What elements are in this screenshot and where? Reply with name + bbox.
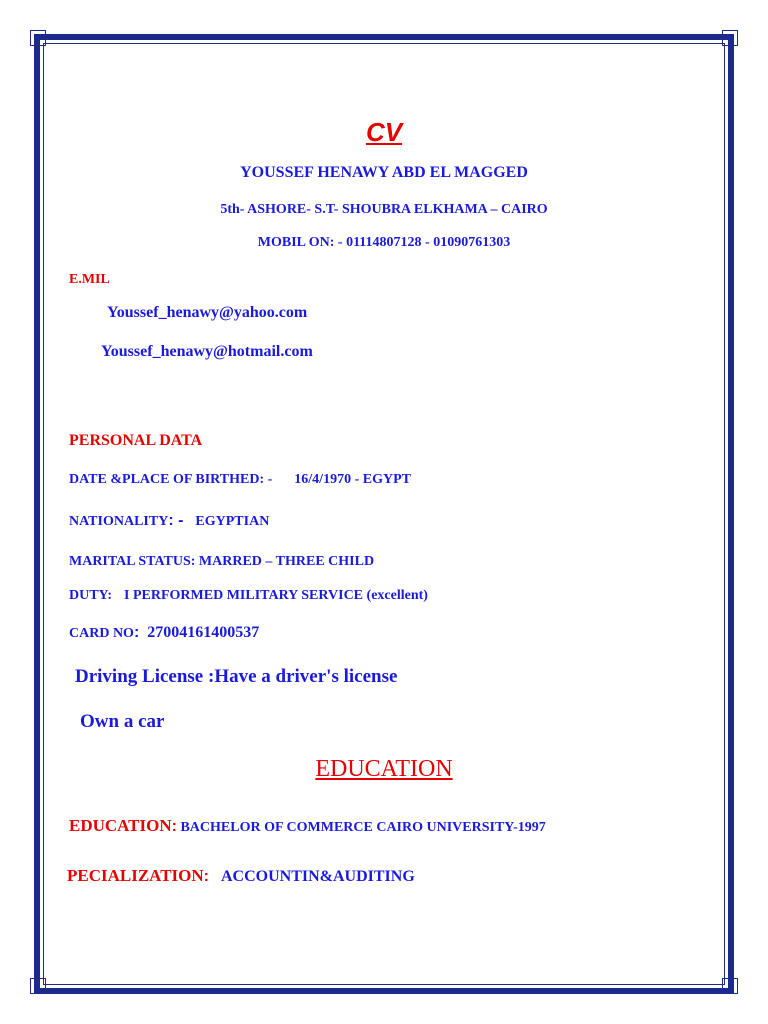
personal-data-heading: PERSONAL DATA: [69, 432, 203, 449]
specialization-separator: :: [203, 868, 209, 885]
candidate-name: YOUSSEF HENAWY ABD EL MAGGED: [240, 164, 528, 181]
card-row: [69, 624, 259, 642]
border-corner-ornament: [722, 30, 738, 46]
nationality-separator: : -: [168, 512, 184, 529]
driving-license: Driving License :Have a driver's license: [75, 666, 398, 687]
border-corner-ornament: [30, 30, 46, 46]
email-hotmail: Youssef_henawy@hotmail.com: [101, 343, 313, 360]
birth-value: 16/4/1970 - EGYPT: [294, 472, 411, 487]
own-car: Own a car: [80, 711, 165, 732]
email-label: E.MIL: [69, 272, 110, 287]
duty-note: (excellent): [366, 588, 428, 603]
education-heading: EDUCATION: [315, 756, 453, 782]
specialization-label: PECIALIZATION: [67, 866, 204, 885]
email-yahoo: Youssef_henawy@yahoo.com: [107, 304, 308, 321]
border-corner-ornament: [30, 978, 46, 994]
nationality-row: [69, 512, 269, 530]
address: 5th- ASHORE- S.T- SHOUBRA ELKHAMA – CAIRO: [220, 202, 548, 217]
duty-value: I PERFORMED MILITARY SERVICE: [124, 588, 364, 603]
education-label: EDUCATION: [69, 816, 172, 835]
mobile-numbers: MOBIL ON: - 01114807128 - 01090761303: [257, 235, 511, 250]
birth-row: [69, 472, 411, 488]
education-row: [69, 816, 546, 836]
birth-label: DATE &PLACE OF BIRTHED: -: [69, 472, 273, 487]
card-separator: :: [133, 624, 140, 641]
duty-row: [69, 588, 428, 604]
marital-status: MARITAL STATUS: MARRED – THREE CHILD: [69, 554, 375, 569]
education-value: BACHELOR OF COMMERCE CAIRO UNIVERSITY-1997: [180, 820, 546, 835]
education-separator: :: [171, 818, 177, 835]
cv-title: CV: [365, 117, 403, 147]
duty-label: DUTY:: [69, 588, 113, 603]
card-number: 27004161400537: [147, 624, 260, 641]
card-label: CARD NO: [69, 626, 134, 641]
specialization-row: [67, 866, 415, 886]
nationality-label: NATIONALITY: [69, 514, 169, 529]
specialization-value: ACCOUNTIN&AUDITING: [220, 868, 415, 885]
nationality-value: EGYPTIAN: [195, 514, 270, 529]
border-corner-ornament: [722, 978, 738, 994]
